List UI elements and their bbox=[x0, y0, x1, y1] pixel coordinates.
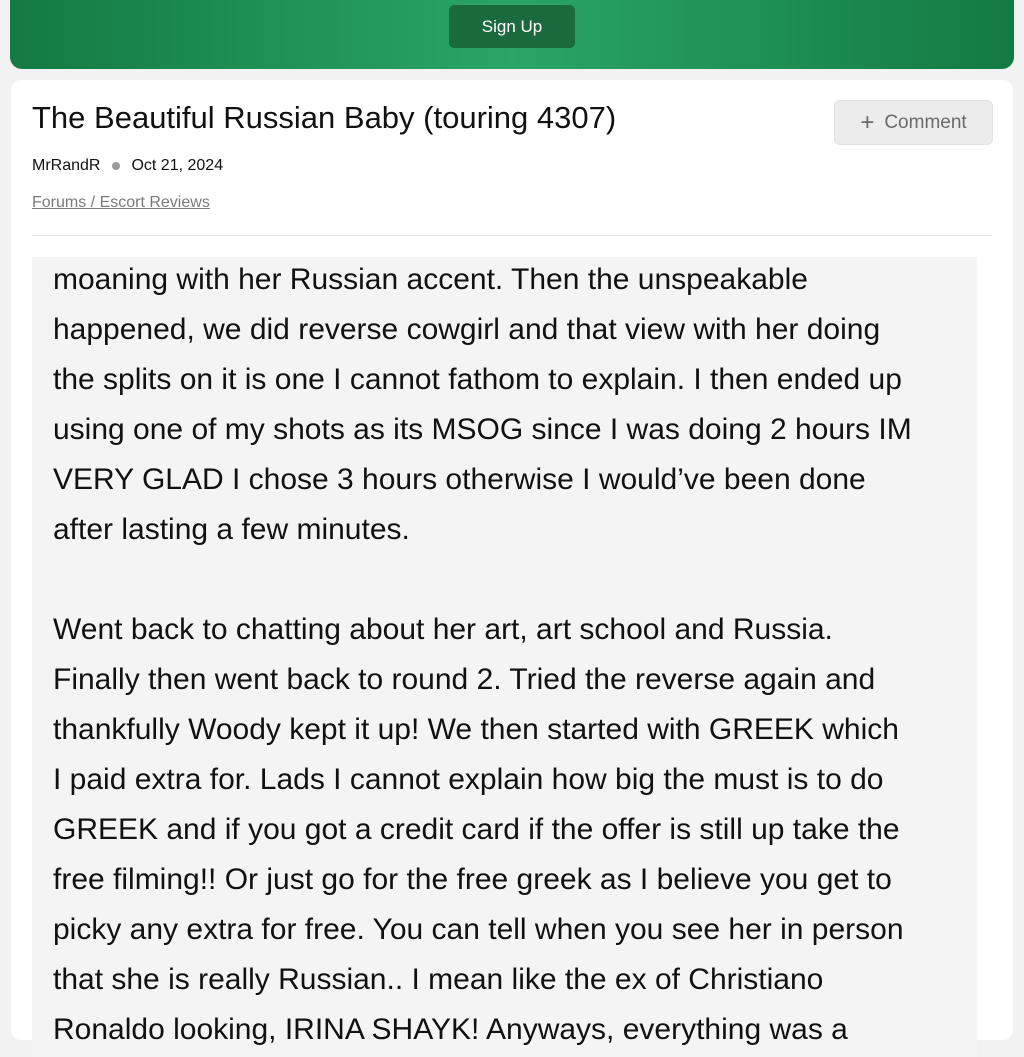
post-body-text bbox=[53, 257, 963, 1055]
post-card bbox=[11, 80, 1013, 1046]
comment-button[interactable] bbox=[834, 100, 993, 145]
comment-button-label: Comment bbox=[884, 111, 967, 133]
post-title: The Beautiful Russian Baby (touring 4307) bbox=[32, 100, 617, 135]
post-meta bbox=[32, 157, 223, 175]
plus-icon: + bbox=[860, 108, 875, 136]
divider bbox=[32, 235, 992, 236]
post-date: Oct 21, 2024 bbox=[131, 157, 224, 174]
dot-separator-icon bbox=[112, 162, 120, 170]
sign-up-button[interactable]: Sign Up bbox=[449, 5, 575, 48]
author-name[interactable]: MrRandR bbox=[32, 157, 101, 174]
post-body bbox=[32, 257, 977, 1057]
post-paragraph: moaning with her Russian accent. Then the unspeakable happened, we did reverse cowgirl and that view with her doing the splits on it is one I cannot fathom to explain. I then ended up using one of my shots as its MSOG since I was doing 2 hours IM VERY GLAD I chose 3 hours otherwise I would’ve been done after lasting a few minutes. bbox=[53, 263, 912, 546]
post-paragraph: Went back to chatting about her art, art school and Russia. Finally then went back to round 2. Tried the reverse again and thankfully Woody kept it up! We then started with GREEK which I paid extra for. Lads I cannot explain how big the must is to do GREEK and if you got a credit card if the offer is still up take the free filming!! Or just go for the free greek as I believe you get to picky any extra for free. You can tell when you see her in person that she is really Russian.. I mean like the ex of Christiano Ronaldo looking, IRINA SHAYK! Anyways, everything was a bbox=[53, 613, 904, 1046]
breadcrumb[interactable]: Forums / Escort Reviews bbox=[32, 194, 210, 211]
